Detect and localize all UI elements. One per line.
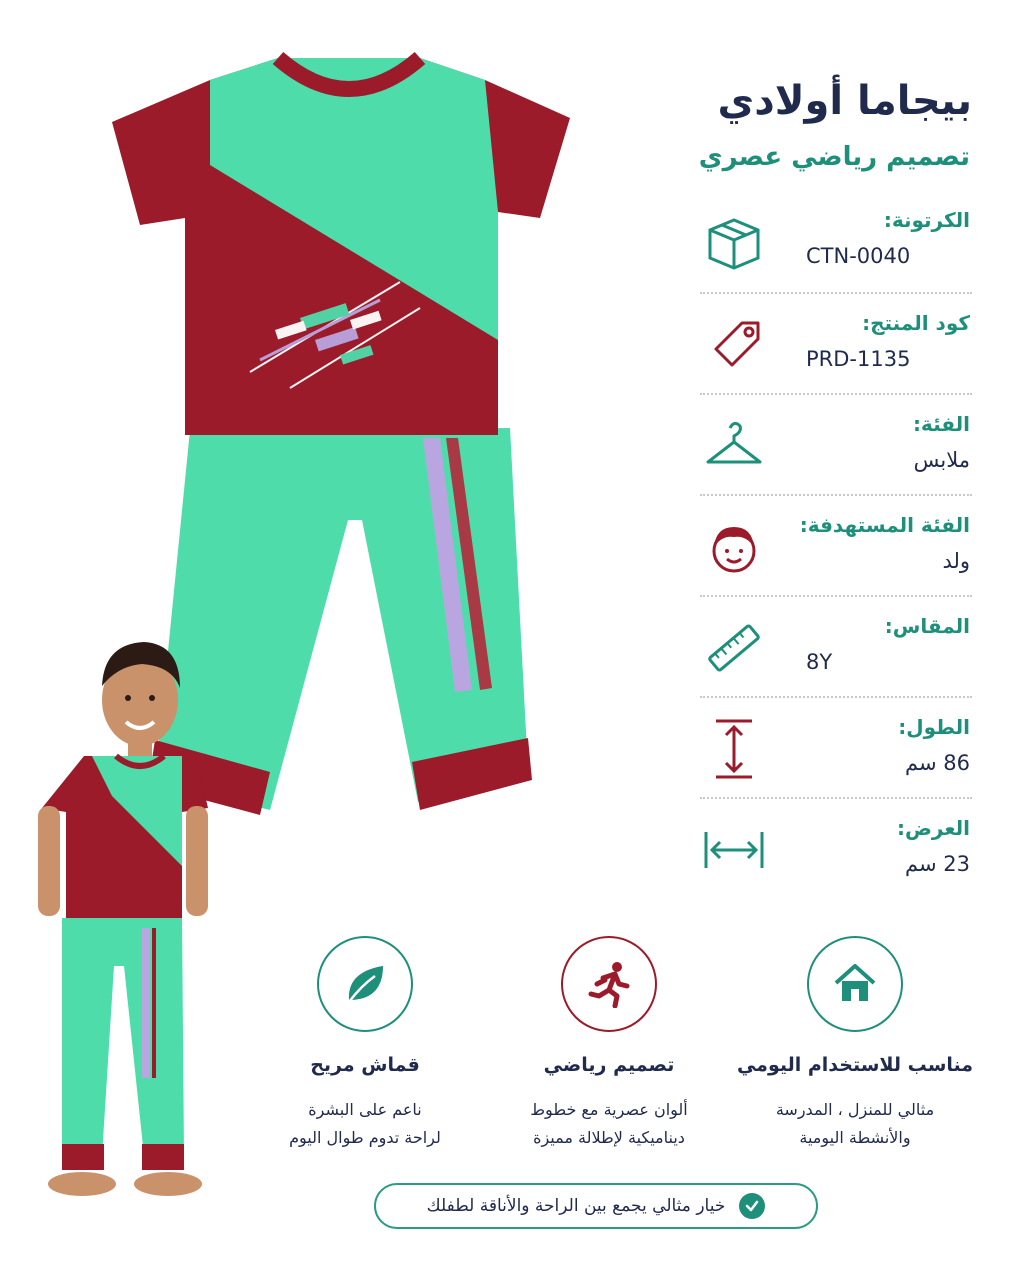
spec-carton-value: CTN-0040	[806, 244, 911, 268]
divider	[700, 595, 972, 597]
spec-category	[702, 412, 970, 512]
vertical-arrows-icon	[702, 717, 766, 781]
divider	[700, 696, 972, 698]
tshirt	[112, 58, 570, 435]
ruler-icon	[702, 616, 766, 680]
leaf-icon	[317, 936, 413, 1032]
banner-text: خيار مثالي يجمع بين الراحة والأناقة لطفلك	[426, 1196, 726, 1216]
home-icon	[807, 936, 903, 1032]
feature-description-line: ألوان عصرية مع خطوط	[530, 1100, 688, 1119]
spec-width	[702, 816, 970, 916]
feature-comfy-fabric	[240, 936, 490, 1152]
feature-description-line: والأنشطة اليومية	[799, 1128, 911, 1147]
spec-size-value: 8Y	[806, 650, 833, 674]
hanger-icon	[702, 414, 766, 478]
spec-category-value: ملابس	[913, 448, 970, 472]
spec-target-group-value: ولد	[942, 549, 970, 573]
feature-title: قماش مريح	[310, 1054, 420, 1076]
feature-description	[730, 1096, 980, 1152]
running-icon	[561, 936, 657, 1032]
feature-title: مناسب للاستخدام اليومي	[736, 1054, 974, 1076]
spec-target-group-label: الفئة المستهدفة:	[799, 513, 970, 537]
feature-daily-use	[730, 936, 980, 1152]
tag-icon	[702, 313, 766, 377]
spec-category-label: الفئة:	[912, 412, 970, 436]
feature-description-line: ناعم على البشرة	[308, 1100, 422, 1119]
spec-carton-label: الكرتونة:	[883, 208, 970, 232]
spec-product-code	[702, 311, 970, 411]
spec-size-label: المقاس:	[884, 614, 970, 638]
spec-length	[702, 715, 970, 815]
feature-title: تصميم رياضي	[543, 1054, 675, 1076]
divider	[700, 393, 972, 395]
feature-description-line: ديناميكية لإطلالة مميزة	[533, 1128, 685, 1147]
spec-width-label: العرض:	[897, 816, 970, 840]
spec-length-label: الطول:	[898, 715, 970, 739]
spec-target-group	[702, 513, 970, 613]
page-title: بيجاما أولادي	[717, 78, 972, 124]
feature-description	[484, 1096, 734, 1152]
page-subtitle: تصميم رياضي عصري	[698, 142, 970, 172]
boy-face-icon	[702, 515, 766, 579]
bottom-banner	[374, 1183, 818, 1229]
boy-model-photo	[32, 636, 224, 1210]
spec-width-value: 23 سم	[905, 852, 970, 876]
feature-sport-design	[484, 936, 734, 1152]
spec-size	[702, 614, 970, 714]
divider	[700, 797, 972, 799]
check-icon	[739, 1193, 765, 1219]
divider	[700, 494, 972, 496]
spec-product-code-label: كود المنتج:	[862, 311, 970, 335]
feature-description-line: مثالي للمنزل ، المدرسة	[775, 1100, 935, 1119]
feature-description-line: لراحة تدوم طوال اليوم	[289, 1128, 441, 1147]
divider	[700, 292, 972, 294]
feature-description	[240, 1096, 490, 1152]
spec-length-value: 86 سم	[905, 751, 970, 775]
horizontal-arrows-icon	[702, 818, 766, 882]
box-icon	[702, 210, 766, 274]
spec-product-code-value: PRD-1135	[806, 347, 911, 371]
